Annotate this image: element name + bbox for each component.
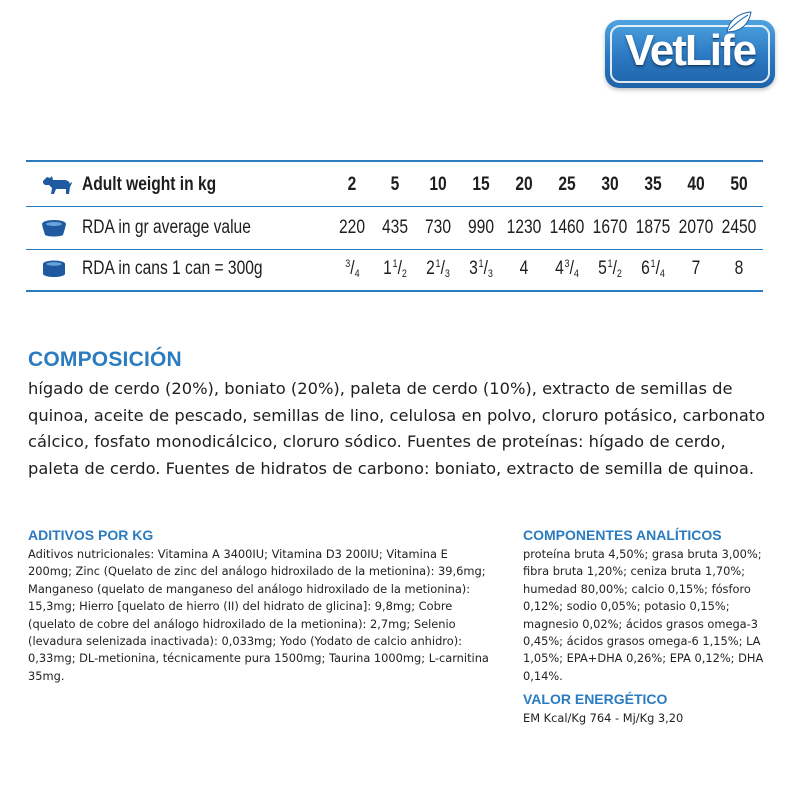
table-row-weight [26,164,763,206]
analytical-title: COMPONENTES ANALÍTICOS [523,527,722,543]
food-bowl-icon [40,218,68,238]
energy-title: VALOR ENERGÉTICO [523,691,668,707]
analytical-text: proteína bruta 4,50%; grasa bruta 3,00%; fibra bruta 1,20%; ceniza bruta 1,70%; humedad 80,00%; calcio 0,15%; fósforo 0,12%; sodio 0,05%; potasio 0,15%; magnesio 0,02%; ácidos grasos omega-3 0,45%; ácidos grasos omega-6 1,15%; LA 1,05%; EPA+DHA 0,26%; EPA 0,12%; DHA 0,14%. [523,547,764,683]
table-cell: 50 [730,174,748,195]
table-cell: $^3/_4$ [345,258,360,280]
composition-title: COMPOSICIÓN [28,348,182,371]
table-cell: 15 [472,174,490,195]
table-cell: 1670 [592,217,628,238]
vetlife-logo [605,20,775,88]
table-cell: $3^1/_3$ [469,258,493,280]
table-cell: $1^1/_2$ [383,258,407,280]
table-cell: 4 [519,258,529,279]
can-icon [40,259,68,279]
table-cell: 35 [644,174,662,195]
additives-text: Aditivos nutricionales: Vitamina A 3400IU; Vitamina D3 200IU; Vitamina E 200mg; Zinc (Quelato de zinc del análogo hidroxilado de la metionina): 39,6mg; Manganeso (quelato de manganeso del análogo hidroxilado de la metionina): 15,3mg; Hierro [quelato de hierro (II) del hidrato de glicina]: 9,8mg; Cobre (quelato de cobre del análogo hidroxilado de la metionina): 2,7mg; Selenio (levadura selenizada inactivada): 0,033mg; Yodo (Yodato de calcio anhidro): 0,33mg; DL-metionina, técnicamente pura 1500mg; Taurina 1000mg; L-carnitina 35mg. [28,547,489,683]
table-cell: 40 [687,174,705,195]
table-cell: $2^1/_3$ [426,258,450,280]
table-cell: 220 [339,217,365,238]
dog-icon [40,172,72,198]
composition-text: hígado de cerdo (20%), boniato (20%), paleta de cerdo (10%), extracto de semillas de quinoa, aceite de pescado, semillas de lino, celulosa en polvo, cloruro potásico, carbonato cálcico, fosfato monodicálcico, cloruro sódico. Fuentes de proteínas: hígado de cerdo, paleta de cerdo. Fuentes de hidratos de carbono: boniato, extracto de semilla de quinoa. [28,379,766,478]
table-cell: 2 [347,174,357,195]
table-cell: 5 [390,174,400,195]
additives-title: ADITIVOS POR KG [28,527,154,543]
table-cell: 990 [468,217,494,238]
feeding-table [26,160,763,292]
table-cell: 2070 [678,217,714,238]
table-cell: 20 [515,174,533,195]
row-label: RDA in gr average value [82,217,251,238]
row-label: Adult weight in kg [82,174,217,195]
table-cell: 30 [601,174,619,195]
table-cell: 730 [425,217,451,238]
table-cell: 8 [734,258,744,279]
table-cell: 10 [429,174,447,195]
table-cell: 1460 [549,217,585,238]
table-cell: 1875 [635,217,671,238]
table-cell: $4^3/_4$ [555,258,579,280]
logo-text: VetLife [624,26,756,75]
row-label: RDA in cans 1 can = 300g [82,258,263,279]
table-cell: $6^1/_4$ [641,258,665,280]
table-row-cans [26,248,763,290]
table-cell: 435 [382,217,408,238]
table-cell: 25 [558,174,576,195]
table-cell: $5^1/_2$ [598,258,622,280]
table-cell: 7 [691,258,701,279]
table-cell: 2450 [721,217,757,238]
energy-text: EM Kcal/Kg 764 - Mj/Kg 3,20 [523,711,684,725]
table-row-grams [26,206,763,250]
table-cell: 1230 [506,217,542,238]
